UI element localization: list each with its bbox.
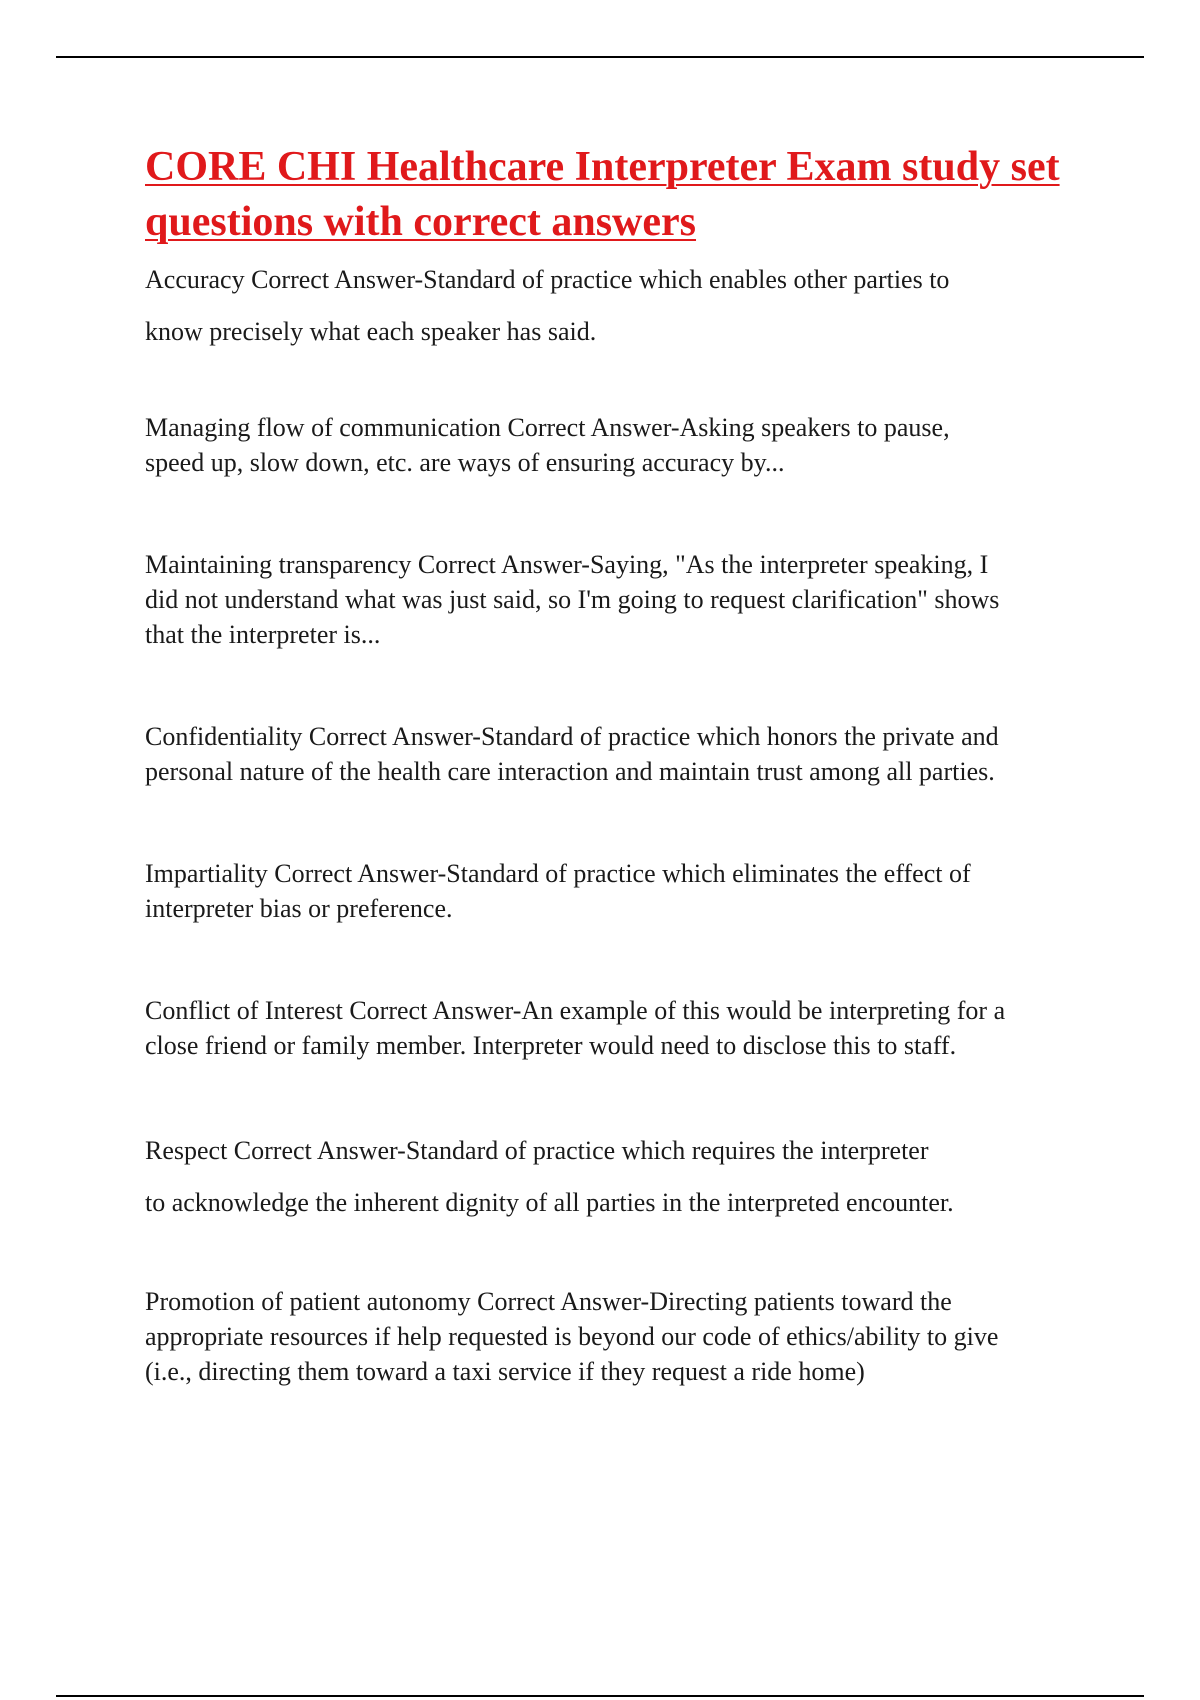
entry-line: speed up, slow down, etc. are ways of ensuring accuracy by... [145, 448, 785, 477]
bottom-divider [56, 1695, 1144, 1697]
entry-patient-autonomy [145, 1284, 1085, 1389]
entry-confidentiality [145, 719, 1085, 789]
entry-line: Impartiality Correct Answer-Standard of practice which eliminates the effect of [145, 859, 971, 888]
entry-line: Promotion of patient autonomy Correct Answer-Directing patients toward the [145, 1287, 952, 1316]
entry-line: Maintaining transparency Correct Answer-Saying, "As the interpreter speaking, I [145, 550, 989, 579]
entry-line: that the interpreter is... [145, 620, 381, 649]
entry-line: did not understand what was just said, so I'm going to request clarification" shows [145, 585, 1000, 614]
entry-managing-flow [145, 410, 1085, 480]
entry-line: close friend or family member. Interpreter would need to disclose this to staff. [145, 1031, 957, 1060]
entry-conflict-of-interest [145, 993, 1085, 1063]
entry-line: Respect Correct Answer-Standard of practice which requires the interpreter [145, 1136, 929, 1165]
entry-respect [145, 1125, 1085, 1229]
document-body [145, 140, 1085, 1389]
entry-line: personal nature of the health care interaction and maintain trust among all parties. [145, 757, 995, 786]
entry-impartiality [145, 856, 1085, 926]
document-title: CORE CHI Healthcare Interpreter Exam study set questions with correct answers [145, 144, 1060, 245]
entry-transparency [145, 547, 1085, 652]
entry-line: interpreter bias or preference. [145, 894, 453, 923]
entry-line: (i.e., directing them toward a taxi service if they request a ride home) [145, 1357, 865, 1386]
entry-line: know precisely what each speaker has said. [145, 317, 597, 346]
entry-line: Confidentiality Correct Answer-Standard of practice which honors the private and [145, 722, 999, 751]
entry-line: to acknowledge the inherent dignity of all parties in the interpreted encounter. [145, 1188, 954, 1217]
entry-line: Conflict of Interest Correct Answer-An example of this would be interpreting for a [145, 996, 1006, 1025]
top-divider [56, 56, 1144, 58]
entry-line: Accuracy Correct Answer-Standard of practice which enables other parties to [145, 265, 950, 294]
entry-accuracy [145, 254, 1085, 358]
entry-line: Managing flow of communication Correct Answer-Asking speakers to pause, [145, 413, 950, 442]
entry-line: appropriate resources if help requested is beyond our code of ethics/ability to give [145, 1322, 999, 1351]
